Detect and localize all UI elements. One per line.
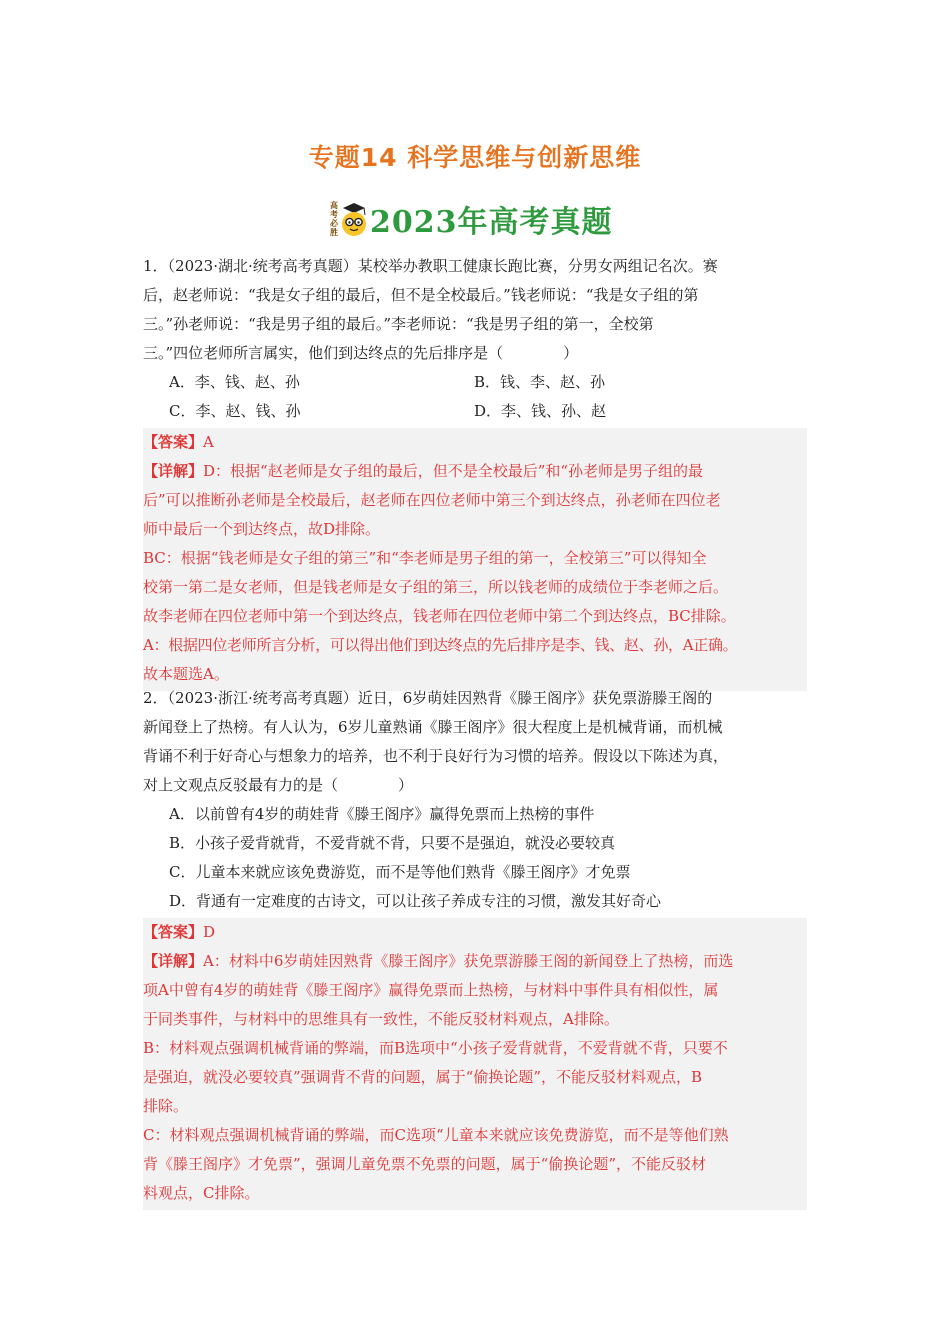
answer-value: D (203, 923, 216, 941)
option-b: B．钱、李、赵、孙 (474, 373, 606, 391)
detail-line: 料观点，C排除。 (143, 1184, 260, 1202)
question-line: 对上文观点反驳最有力的是（ ） (143, 776, 414, 794)
question-2 (143, 684, 807, 1214)
question-line: 三。”四位老师所言属实，他们到达终点的先后排序是（ ） (143, 344, 579, 362)
detail-line: 校第一第二是女老师，但是钱老师是女子组的第三，所以钱老师的成绩位于李老师之后。 (143, 578, 729, 596)
detail-line: BC：根据“钱老师是女子组的第三”和“李老师是男子组的第一，全校第三”可以得知全 (143, 549, 707, 567)
detail-line: D：根据“赵老师是女子组的最后，但不是全校最后”和“孙老师是男子组的最 (203, 462, 704, 480)
question-2-stem (143, 684, 807, 800)
answer-value: A (203, 433, 214, 451)
detail-line: A：材料中6岁萌娃因熟背《滕王阁序》获免票游滕王阁的新闻登上了热榜，而选 (203, 952, 734, 970)
option-c: C．李、赵、钱、孙 (169, 402, 301, 420)
question-line: 背诵不利于好奇心与想象力的培养，也不利于良好行为习惯的培养。假设以下陈述为真， (143, 747, 729, 765)
answer-block-2 (143, 918, 807, 1210)
detail-line: 排除。 (143, 1097, 189, 1115)
option-d: D．李、钱、孙、赵 (474, 402, 607, 420)
option-a: A．以前曾有4岁的萌娃背《滕王阁序》赢得免票而上热榜的事件 (169, 805, 595, 823)
detail-line: 于同类事件，与材料中的思维具有一致性，不能反驳材料观点，A排除。 (143, 1010, 619, 1028)
section-banner (330, 196, 630, 242)
question-2-options (143, 800, 807, 916)
detail-line: 故李老师在四位老师中第一个到达终点，钱老师在四位老师中第二个到达终点，BC排除。 (143, 607, 736, 625)
page-title: 专题14 科学思维与创新思维 (308, 143, 642, 172)
detail-tag: 【详解】 (143, 952, 204, 970)
question-line: 2．（2023·浙江·统考高考真题）近日，6岁萌娃因熟背《滕王阁序》获免票游滕王阁的 (143, 689, 713, 707)
question-1-options (143, 368, 807, 426)
option-c: C．儿童本来就应该免费游览，而不是等他们熟背《滕王阁序》才免票 (169, 863, 631, 881)
question-line: 1．（2023·湖北·统考高考真题）某校举办教职工健康长跑比赛，分男女两组记名次。赛 (143, 257, 718, 275)
question-line: 新闻登上了热榜。有人认为，6岁儿童熟诵《滕王阁序》很大程度上是机械背诵，而机械 (143, 718, 723, 736)
answer-tag: 【答案】 (143, 923, 204, 941)
detail-line: 是强迫，就没必要较真”强调背不背的问题，属于“偷换论题”，不能反驳材料观点，B (143, 1068, 703, 1086)
detail-line: 项A中曾有4岁的萌娃背《滕王阁序》赢得免票而上热榜，与材料中事件具有相似性，属 (143, 981, 719, 999)
detail-line: A：根据四位老师所言分析，可以得出他们到达终点的先后排序是李、钱、赵、孙，A正确。 (143, 636, 738, 654)
detail-line: C：材料观点强调机械背诵的弊端，而C选项“儿童本来就应该免费游览，而不是等他们熟 (143, 1126, 729, 1144)
banner-char: 必 (330, 218, 338, 228)
banner-char: 胜 (330, 227, 338, 237)
question-line: 三。”孙老师说：“我是男子组的最后。”李老师说：“我是男子组的第一，全校第 (143, 315, 654, 333)
option-a: A．李、钱、赵、孙 (169, 373, 300, 391)
answer-tag: 【答案】 (143, 433, 204, 451)
detail-line: 故本题选A。 (143, 665, 229, 683)
mascot-icon (340, 199, 368, 239)
option-d: D．背通有一定难度的古诗文，可以让孩子养成专注的习惯，激发其好奇心 (169, 892, 662, 910)
question-1 (143, 252, 807, 695)
banner-vertical-text (330, 201, 338, 237)
detail-line: 背《滕王阁序》才免票”，强调儿童免票不免票的问题，属于“偷换论题”，不能反驳材 (143, 1155, 707, 1173)
detail-line: 后”可以推断孙老师是全校最后，赵老师在四位老师中第三个到达终点，孙老师在四位老 (143, 491, 721, 509)
detail-line: 师中最后一个到达终点，故D排除。 (143, 520, 381, 538)
option-b: B．小孩子爱背就背，不爱背就不背，只要不是强迫，就没必要较真 (169, 834, 616, 852)
banner-char: 考 (330, 209, 338, 219)
detail-line: B：材料观点强调机械背诵的弊端，而B选项中“小孩子爱背就背，不爱背就不背，只要不 (143, 1039, 728, 1057)
banner-text: 2023年高考真题 (370, 205, 613, 240)
question-1-stem (143, 252, 807, 368)
detail-tag: 【详解】 (143, 462, 204, 480)
question-line: 后，赵老师说：“我是女子组的最后，但不是全校最后。”钱老师说：“我是女子组的第 (143, 286, 699, 304)
banner-char: 高 (330, 200, 338, 210)
answer-block-1 (143, 428, 807, 691)
